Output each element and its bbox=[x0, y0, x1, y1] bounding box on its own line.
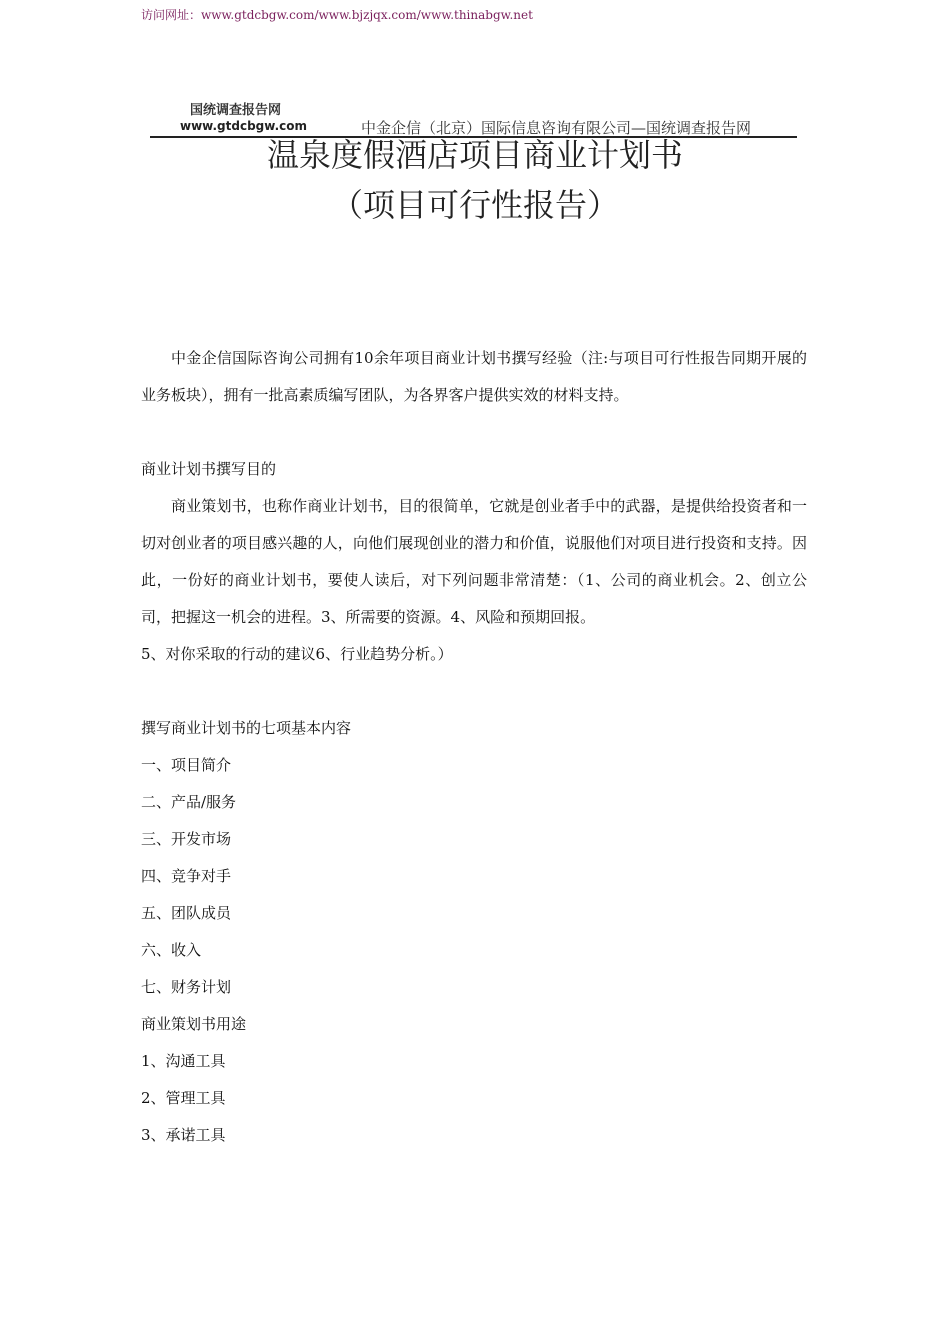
url-link[interactable]: www.gtdcbgw.com/www.bjzjqx.com/www.thinabgw.net bbox=[201, 8, 533, 22]
list-item: 3、承诺工具 bbox=[141, 1126, 226, 1144]
list-item: 2、管理工具 bbox=[141, 1089, 226, 1107]
list-item: 二、产品/服务 bbox=[141, 793, 237, 811]
list-item: 一、项目简介 bbox=[141, 756, 232, 774]
document-title: 温泉度假酒店项目商业计划书 bbox=[266, 136, 683, 174]
document-subtitle: （项目可行性报告） bbox=[330, 186, 619, 224]
list-item: 1、沟通工具 bbox=[141, 1052, 226, 1070]
purpose-tail: 5、对你采取的行动的建议6、行业趋势分析。） bbox=[141, 645, 453, 663]
site-logo bbox=[180, 99, 308, 133]
document-body bbox=[141, 340, 807, 1154]
url-label: 访问网址： bbox=[141, 8, 202, 22]
logo-title: 国统调查报告网 bbox=[190, 103, 282, 118]
purpose-paragraph: 商业策划书，也称作商业计划书，目的很简单，它就是创业者手中的武器，是提供给投资者和一切对创业者的项目感兴趣的人，向他们展现创业的潜力和价值，说服他们对项目进行投资和支持。因此，一份好的商业计划书，要使人读后，对下列问题非常清楚：（1、公司的商业机会。2、创立公司，把握这一机会的进程。3、所需要的资源。4、风险和预期回报。 bbox=[141, 497, 807, 626]
spacer bbox=[141, 673, 807, 710]
uses-heading: 商业策划书用途 bbox=[141, 1015, 247, 1033]
logo-domain: www.gtdcbgw.com bbox=[180, 119, 307, 133]
intro-paragraph: 中金企信国际咨询公司拥有10余年项目商业计划书撰写经验（注:与项目可行性报告同期开展的业务板块），拥有一批高素质编写团队，为各界客户提供实效的材料支持。 bbox=[141, 349, 807, 404]
header-url-line bbox=[141, 6, 533, 23]
list-item: 六、收入 bbox=[141, 941, 202, 959]
list-item: 四、竞争对手 bbox=[141, 867, 232, 885]
header-company-name: 中金企信（北京）国际信息咨询有限公司—国统调查报告网 bbox=[361, 119, 752, 137]
seven-items-heading: 撰写商业计划书的七项基本内容 bbox=[141, 719, 352, 737]
list-item: 三、开发市场 bbox=[141, 830, 232, 848]
list-item: 七、财务计划 bbox=[141, 978, 232, 996]
spacer bbox=[141, 414, 807, 451]
purpose-heading: 商业计划书撰写目的 bbox=[141, 460, 277, 478]
list-item: 五、团队成员 bbox=[141, 904, 232, 922]
